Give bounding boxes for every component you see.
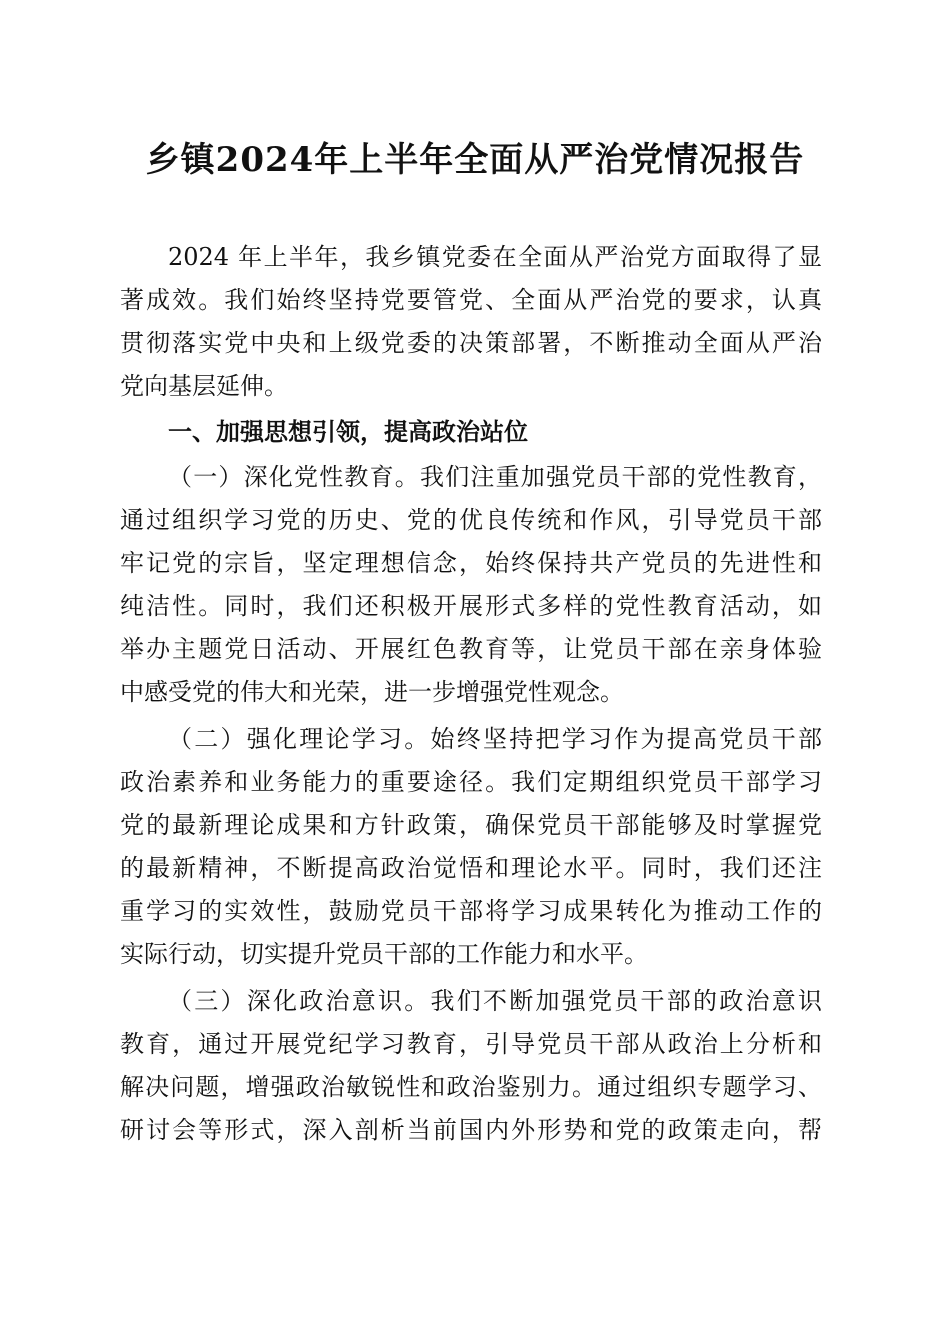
subsection-line: 研讨会等形式，深入剖析当前国内外形势和党的政策走向，帮 <box>120 1116 822 1144</box>
subsection-line: （三）深化政治意识。我们不断加强党员干部的政治意识 <box>168 987 822 1015</box>
document-title: 乡镇2024年上半年全面从严治党情况报告 <box>145 140 805 180</box>
subsection-line: 牢记党的宗旨，坚定理想信念，始终保持共产党员的先进性和 <box>120 549 822 577</box>
intro-line: 著成效。我们始终坚持党要管党、全面从严治党的要求，认真 <box>120 286 822 314</box>
subsection-line: 教育，通过开展党纪学习教育，引导党员干部从政治上分析和 <box>120 1030 822 1058</box>
intro-line: 贯彻落实党中央和上级党委的决策部署，不断推动全面从严治 <box>120 329 822 357</box>
section-heading: 一、加强思想引领，提高政治站位 <box>168 418 528 446</box>
subsection-line: 的最新精神，不断提高政治觉悟和理论水平。同时，我们还注 <box>120 854 822 882</box>
subsection-line: （一）深化党性教育。我们注重加强党员干部的党性教育， <box>168 463 822 491</box>
subsection-line: 举办主题党日活动、开展红色教育等，让党员干部在亲身体验 <box>120 635 822 663</box>
subsection-line: （二）强化理论学习。始终坚持把学习作为提高党员干部 <box>168 725 822 753</box>
intro-line: 2024 年上半年，我乡镇党委在全面从严治党方面取得了显 <box>168 243 822 271</box>
subsection-line: 重学习的实效性，鼓励党员干部将学习成果转化为推动工作的 <box>120 897 822 925</box>
subsection-line: 党的最新理论成果和方针政策，确保党员干部能够及时掌握党 <box>120 811 822 839</box>
intro-line: 党向基层延伸。 <box>120 372 288 400</box>
subsection-line: 中感受党的伟大和光荣，进一步增强党性观念。 <box>120 678 624 706</box>
subsection-line: 实际行动，切实提升党员干部的工作能力和水平。 <box>120 940 648 968</box>
subsection-line: 解决问题，增强政治敏锐性和政治鉴别力。通过组织专题学习、 <box>120 1073 822 1101</box>
subsection-line: 政治素养和业务能力的重要途径。我们定期组织党员干部学习 <box>120 768 822 796</box>
subsection-line: 纯洁性。同时，我们还积极开展形式多样的党性教育活动，如 <box>120 592 822 620</box>
subsection-line: 通过组织学习党的历史、党的优良传统和作风，引导党员干部 <box>120 506 822 534</box>
